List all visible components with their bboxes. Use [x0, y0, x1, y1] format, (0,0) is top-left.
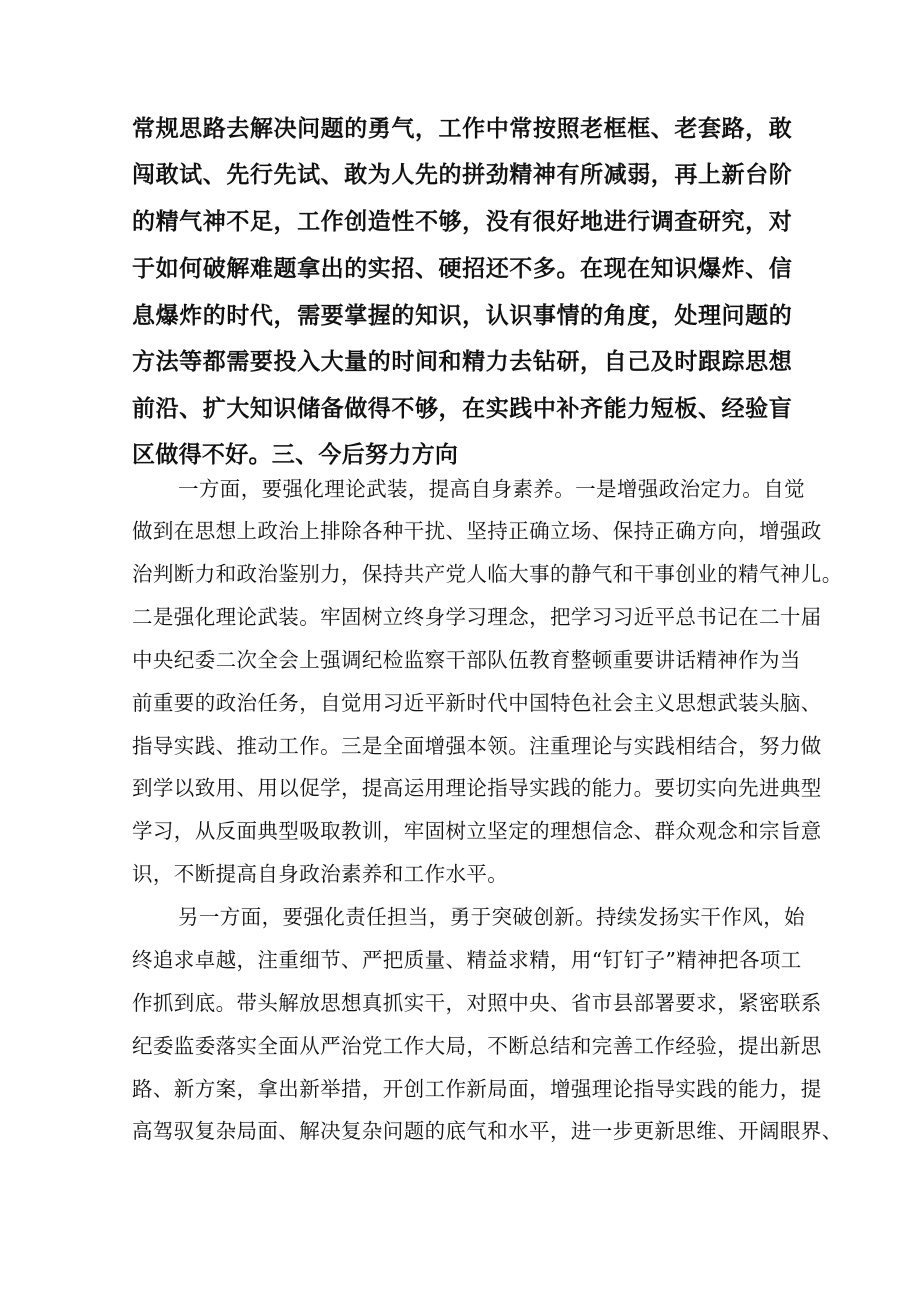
- text-line: 前重要的政治任务，自觉用习近平新时代中国特色社会主义思想武装头脑、: [132, 691, 822, 715]
- text-line: 息爆炸的时代，需要掌握的知识，认识事情的角度，处理问题的: [132, 303, 792, 329]
- text-line: 前沿、扩大知识储备做得不够，在实践中补齐能力短板、经验盲: [132, 396, 792, 422]
- text-line: 一方面，要强化理论武装，提高自身素养。一是增强政治定力。自觉: [178, 477, 805, 501]
- text-line: 终追求卓越，注重细节、严把质量、精益求精，用“钉钉子”精神把各项工: [132, 948, 802, 972]
- text-line: 识，不断提高自身政治素养和工作水平。: [132, 862, 509, 886]
- text-line: 到学以致用、用以促学，提高运用理论指导实践的能力。要切实向先进典型: [132, 776, 822, 800]
- text-line: 治判断力和政治鉴别力，保持共产党人临大事的静气和干事创业的精气神儿。: [132, 562, 843, 586]
- text-line: 做到在思想上政治上排除各种干扰、坚持正确立场、保持正确方向，增强政: [132, 519, 822, 543]
- text-line: 于如何破解难题拿出的实招、硬招还不多。在现在知识爆炸、信: [132, 256, 792, 282]
- text-line: 二是强化理论武装。牢固树立终身学习理念，把学习习近平总书记在二十届: [132, 605, 822, 629]
- text-line: 的精气神不足，工作创造性不够，没有很好地进行调查研究，对: [132, 209, 792, 235]
- text-line: 指导实践、推动工作。三是全面增强本领。注重理论与实践相结合，努力做: [132, 734, 822, 758]
- text-line: 路、新方案，拿出新举措，开创工作新局面，增强理论指导实践的能力，提: [132, 1077, 822, 1101]
- text-line: 闯敢试、先行先试、敢为人先的拼劲精神有所减弱，再上新台阶: [132, 162, 792, 188]
- text-line: 区做得不好。三、今后努力方向: [132, 442, 459, 468]
- text-line: 常规思路去解决问题的勇气，工作中常按照老框框、老套路，敢: [132, 116, 792, 142]
- text-line: 高驾驭复杂局面、解决复杂问题的底气和水平，进一步更新思维、开阔眼界、: [132, 1119, 843, 1143]
- text-line: 作抓到底。带头解放思想真抓实干，对照中央、省市县部署要求，紧密联系: [132, 991, 822, 1015]
- text-line: 方法等都需要投入大量的时间和精力去钻研，自己及时跟踪思想: [132, 349, 792, 375]
- text-line: 中央纪委二次全会上强调纪检监察干部队伍教育整顿重要讲话精神作为当: [132, 648, 801, 672]
- text-line: 另一方面，要强化责任担当，勇于突破创新。持续发扬实干作风，始: [178, 905, 805, 929]
- text-line: 学习，从反面典型吸取教训，牢固树立坚定的理想信念、群众观念和宗旨意: [132, 819, 822, 843]
- text-line: 纪委监委落实全面从严治党工作大局，不断总结和完善工作经验，提出新思: [132, 1034, 822, 1058]
